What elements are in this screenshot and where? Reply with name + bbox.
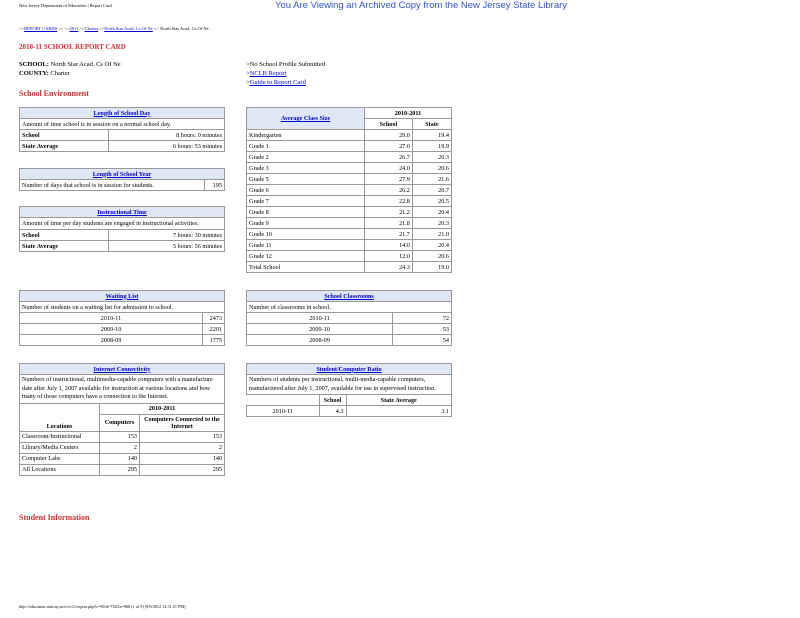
class-size-table bbox=[246, 107, 452, 273]
class-size-grade: Grade 1 bbox=[247, 141, 365, 152]
length-of-day-header bbox=[20, 108, 225, 119]
classrooms-year: 2010-11 bbox=[247, 313, 393, 324]
archive-banner: You Are Viewing an Archived Copy from the New Jersey State Library bbox=[275, 0, 568, 11]
ratio-school-value: 4.3 bbox=[319, 406, 346, 417]
instructional-school-label: School bbox=[20, 230, 109, 241]
length-of-year-title[interactable]: Length of School Year bbox=[92, 170, 152, 178]
instructional-time-table bbox=[19, 206, 225, 252]
class-size-school: 27.9 bbox=[365, 174, 413, 185]
waiting-list-year: 2008-09 bbox=[20, 335, 203, 346]
class-size-grade: Grade 9 bbox=[247, 218, 365, 229]
class-size-state: 21.6 bbox=[412, 174, 451, 185]
county-label: COUNTY: bbox=[19, 70, 49, 77]
class-size-school: 24.0 bbox=[365, 163, 413, 174]
classrooms-title[interactable]: School Classrooms bbox=[324, 292, 374, 300]
class-size-row bbox=[247, 196, 452, 207]
length-of-year-table bbox=[19, 168, 225, 191]
class-size-grade: Grade 2 bbox=[247, 152, 365, 163]
instructional-time-title[interactable]: Instructional Time bbox=[97, 208, 147, 216]
report-links bbox=[246, 60, 325, 87]
class-size-school: 29.0 bbox=[365, 130, 413, 141]
class-size-school: 26.2 bbox=[365, 185, 413, 196]
instructional-time-desc: Amount of time per day students are engaged in instructional activities. bbox=[20, 218, 225, 230]
class-size-grade: Total School bbox=[247, 262, 365, 273]
school-value: North Star Acad. Cs Of Ne bbox=[48, 61, 121, 68]
length-of-year-header bbox=[20, 169, 225, 180]
nclb-report-link[interactable]: NCLB Report bbox=[249, 70, 287, 77]
breadcrumb-current: >> North Star Acad. Cs Of Ne bbox=[152, 26, 209, 31]
class-size-body bbox=[247, 130, 452, 273]
internet-body bbox=[20, 431, 225, 475]
length-of-day-state-label: State Average bbox=[20, 141, 109, 152]
breadcrumb-report-cards-link[interactable]: REPORT CARDS bbox=[24, 26, 58, 31]
school-info bbox=[19, 60, 121, 78]
internet-connected: 295 bbox=[140, 464, 225, 475]
class-size-row bbox=[247, 141, 452, 152]
class-size-school: 27.0 bbox=[365, 141, 413, 152]
instructional-school-value: 7 hours: 30 minutes bbox=[108, 230, 224, 241]
class-size-row bbox=[247, 207, 452, 218]
class-size-grade: Grade 12 bbox=[247, 251, 365, 262]
breadcrumb-sep: >> bbox=[57, 26, 64, 31]
waiting-list-year: 2009-10 bbox=[20, 324, 203, 335]
school-label: SCHOOL: bbox=[19, 61, 49, 68]
internet-location: Computer Labs bbox=[20, 453, 100, 464]
section-school-environment: School Environment bbox=[19, 89, 89, 98]
ratio-desc: Numbers of students per instructional, multi-media-capable computers, manufactured after July 1, 2007, available for use in supervised instruction. bbox=[247, 375, 452, 395]
classrooms-header bbox=[247, 291, 452, 302]
class-size-state: 20.6 bbox=[412, 163, 451, 174]
class-size-row bbox=[247, 240, 452, 251]
nclb-prefix: > bbox=[246, 70, 250, 77]
breadcrumb: >>REPORT CARDS >> >>2011 >>Charter >>North Star Acad. Cs Of Ne >> North Star Acad. Cs Of Ne bbox=[19, 26, 209, 31]
class-size-grade: Grade 6 bbox=[247, 185, 365, 196]
internet-computers: 295 bbox=[100, 464, 140, 475]
class-size-state: 19.4 bbox=[412, 130, 451, 141]
length-of-year-value: 195 bbox=[205, 180, 225, 191]
internet-year: 2010-2011 bbox=[100, 403, 225, 414]
instructional-state-label: State Average bbox=[20, 241, 109, 252]
length-of-day-school-label: School bbox=[20, 130, 109, 141]
ratio-year: 2010-11 bbox=[247, 406, 320, 417]
ratio-state-value: 3.1 bbox=[346, 406, 452, 417]
waiting-list-table bbox=[19, 290, 225, 346]
class-size-state: 19.0 bbox=[412, 262, 451, 273]
class-size-state: 20.5 bbox=[412, 196, 451, 207]
internet-row bbox=[20, 442, 225, 453]
class-size-school: 21.8 bbox=[365, 218, 413, 229]
class-size-state: 19.9 bbox=[412, 141, 451, 152]
ratio-blank-cell bbox=[247, 395, 320, 406]
internet-col-computers: Computers bbox=[100, 414, 140, 431]
class-size-title[interactable]: Average Class Size bbox=[280, 115, 331, 122]
instructional-state-value: 5 hours: 56 minutes bbox=[108, 241, 224, 252]
class-size-row bbox=[247, 251, 452, 262]
class-size-school: 26.7 bbox=[365, 152, 413, 163]
class-size-grade: Grade 10 bbox=[247, 229, 365, 240]
class-size-state: 20.4 bbox=[412, 240, 451, 251]
class-size-school: 14.0 bbox=[365, 240, 413, 251]
waiting-list-title[interactable]: Waiting List bbox=[105, 292, 139, 300]
internet-connectivity-header bbox=[20, 364, 225, 375]
length-of-day-table bbox=[19, 107, 225, 152]
ratio-header bbox=[247, 364, 452, 375]
class-size-state: 20.7 bbox=[412, 185, 451, 196]
internet-location: Classroom/Instructional bbox=[20, 431, 100, 442]
waiting-list-header bbox=[20, 291, 225, 302]
length-of-day-school-value: 8 hours: 0 minutes bbox=[108, 130, 224, 141]
class-size-row bbox=[247, 185, 452, 196]
internet-connected: 2 bbox=[140, 442, 225, 453]
class-size-grade: Grade 3 bbox=[247, 163, 365, 174]
waiting-list-desc: Number of students on a waiting list for admission to school. bbox=[20, 302, 225, 313]
classrooms-value: 72 bbox=[393, 313, 452, 324]
internet-computers: 140 bbox=[100, 453, 140, 464]
section-student-information: Student Information bbox=[19, 513, 90, 522]
ratio-col-school: School bbox=[319, 395, 346, 406]
ratio-col-state: State Average bbox=[346, 395, 452, 406]
county-value: Charter bbox=[48, 70, 70, 77]
waiting-list-value: 2201 bbox=[203, 324, 225, 335]
guide-prefix: > bbox=[246, 79, 250, 86]
length-of-day-desc: Amount of time school is in session on a normal school day. bbox=[20, 119, 225, 130]
class-size-row bbox=[247, 229, 452, 240]
internet-col-locations: Locations bbox=[20, 403, 100, 431]
classrooms-value: 53 bbox=[393, 324, 452, 335]
class-size-header bbox=[247, 108, 365, 130]
length-of-year-desc: Number of days that school is in session for students. bbox=[20, 180, 205, 191]
student-computer-ratio-table bbox=[246, 363, 452, 417]
internet-row bbox=[20, 453, 225, 464]
ratio-title[interactable]: Student/Computer Ratio bbox=[316, 365, 382, 373]
class-size-state: 20.6 bbox=[412, 251, 451, 262]
internet-connectivity-title[interactable]: Internet Connectivity bbox=[93, 365, 151, 373]
class-size-row bbox=[247, 174, 452, 185]
class-size-state: 21.0 bbox=[412, 229, 451, 240]
breadcrumb-prefix: >> bbox=[19, 26, 25, 31]
class-size-state: 20.3 bbox=[412, 152, 451, 163]
breadcrumb-year-link[interactable]: 2011 bbox=[69, 26, 79, 31]
waiting-list-value: 1775 bbox=[203, 335, 225, 346]
internet-location: All Locations bbox=[20, 464, 100, 475]
internet-computers: 153 bbox=[100, 431, 140, 442]
breadcrumb-school-link[interactable]: North Star Acad. Cs Of Ne bbox=[104, 26, 153, 31]
class-size-school: 21.2 bbox=[365, 207, 413, 218]
class-size-state: 20.4 bbox=[412, 207, 451, 218]
class-size-col-school: School bbox=[365, 119, 413, 130]
classrooms-year: 2008-09 bbox=[247, 335, 393, 346]
class-size-grade: Grade 5 bbox=[247, 174, 365, 185]
internet-row bbox=[20, 431, 225, 442]
class-size-col-state: State bbox=[412, 119, 451, 130]
guide-link[interactable]: Guide to Report Card bbox=[249, 79, 306, 86]
class-size-grade: Grade 7 bbox=[247, 196, 365, 207]
class-size-state: 20.3 bbox=[412, 218, 451, 229]
class-size-row bbox=[247, 130, 452, 141]
breadcrumb-charter-link[interactable]: Charter bbox=[84, 26, 99, 31]
page-footer-url: http://education.state.nj.us/rc/rc11/report.php?c=80;d=7320;s=960 (1 of 9) [9/9/2012 12:51:51 PM] bbox=[19, 604, 186, 609]
no-profile-text: >No School Profile Submitted bbox=[246, 61, 325, 68]
class-size-grade: Grade 11 bbox=[247, 240, 365, 251]
page-title: 2010-11 SCHOOL REPORT CARD bbox=[19, 43, 126, 51]
classrooms-table bbox=[246, 290, 452, 346]
classrooms-year: 2009-10 bbox=[247, 324, 393, 335]
class-size-row bbox=[247, 218, 452, 229]
class-size-school: 24.3 bbox=[365, 262, 413, 273]
internet-computers: 2 bbox=[100, 442, 140, 453]
page-header: New Jersey Department of Education | Report Card bbox=[19, 3, 112, 8]
class-size-school: 12.0 bbox=[365, 251, 413, 262]
length-of-day-title[interactable]: Length of School Day bbox=[93, 109, 151, 117]
internet-connectivity-table bbox=[19, 363, 225, 476]
internet-connected: 153 bbox=[140, 431, 225, 442]
class-size-school: 22.8 bbox=[365, 196, 413, 207]
class-size-year: 2010-2011 bbox=[365, 108, 452, 119]
class-size-row bbox=[247, 152, 452, 163]
class-size-row bbox=[247, 163, 452, 174]
class-size-grade: Kindergarten bbox=[247, 130, 365, 141]
internet-row bbox=[20, 464, 225, 475]
waiting-list-year: 2010-11 bbox=[20, 313, 203, 324]
internet-col-connected: Computers Connected to the Internet bbox=[140, 414, 225, 431]
internet-location: Library/Media Centers bbox=[20, 442, 100, 453]
class-size-row bbox=[247, 262, 452, 273]
classrooms-value: 54 bbox=[393, 335, 452, 346]
class-size-school: 21.7 bbox=[365, 229, 413, 240]
internet-connectivity-desc: Numbers of instructional, multimedia-capable computers with a manufacture date after July 1, 2007 available for instruction at various locations and how many of those computers have a connection to the Internet. bbox=[20, 375, 225, 404]
waiting-list-value: 2473 bbox=[203, 313, 225, 324]
classrooms-desc: Number of classrooms in school. bbox=[247, 302, 452, 313]
length-of-day-state-value: 6 hours: 53 minutes bbox=[108, 141, 224, 152]
class-size-grade: Grade 8 bbox=[247, 207, 365, 218]
instructional-time-header bbox=[20, 207, 225, 218]
internet-connected: 140 bbox=[140, 453, 225, 464]
